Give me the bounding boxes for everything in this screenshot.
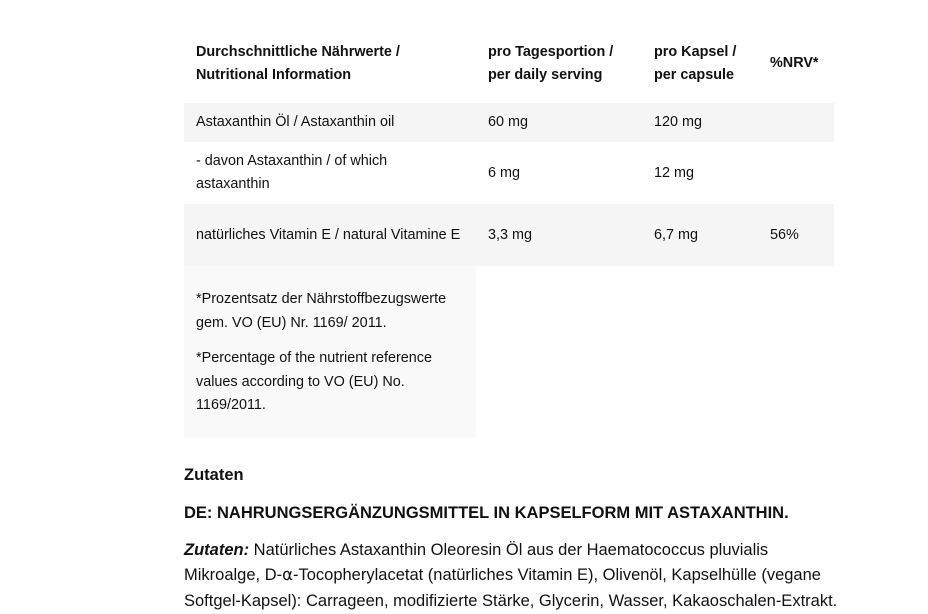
nutrition-table [184, 0, 834, 266]
header-nutritional-information-line-2: Nutritional Information [196, 67, 351, 83]
ingredients-text [184, 538, 844, 614]
daily-serving-cell: 60 mg [476, 103, 642, 142]
ingredients-heading: Zutaten [184, 464, 834, 486]
nrv-cell [758, 103, 834, 142]
ingredients-label: Zutaten: [184, 541, 249, 559]
header-per-daily-serving-line-2: per daily serving [488, 67, 602, 83]
nutrient-name-cell: Astaxanthin Öl / Astaxanthin oil [184, 103, 476, 142]
nrv-cell: 56% [758, 204, 834, 266]
header-per-capsule-line-2: per capsule [654, 67, 734, 83]
daily-serving-cell: 3,3 mg [476, 204, 642, 266]
product-info-section [184, 0, 834, 614]
table-row [184, 103, 834, 142]
ingredients-list: Natürliches Astaxanthin Oleoresin Öl aus der Haematococcus pluvialis Mikroalge, D-⍺-Tocopherylacetat (natürliches Vitamin E), Olivenöl, Kapselhülle (vegane Softgel-Kapsel): Carrageen, modifizierte Stärke, Glycerin, Wasser, Kakaoschalen-Extrakt. [184, 541, 837, 610]
daily-serving-cell: 6 mg [476, 142, 642, 204]
nrv-footnote-de: *Prozentsatz der Nährstoffbezugswerte gem. VO (EU) Nr. 1169/ 2011. [196, 288, 464, 335]
header-per-capsule [642, 0, 758, 103]
nutrient-name-cell: natürliches Vitamin E / natural Vitamine E [184, 204, 476, 266]
nrv-footnote-en: *Percentage of the nutrient reference values according to VO (EU) No. 1169/2011. [196, 347, 464, 418]
header-nrv-label: %NRV* [770, 55, 819, 71]
header-per-daily-serving [476, 0, 642, 103]
nrv-footnote [184, 266, 476, 438]
per-capsule-cell: 6,7 mg [642, 204, 758, 266]
per-capsule-cell: 120 mg [642, 103, 758, 142]
nrv-cell [758, 142, 834, 204]
table-row [184, 204, 834, 266]
header-per-daily-serving-line-1: pro Tagesportion / [488, 44, 613, 60]
nutrition-table-header-row [184, 0, 834, 103]
per-capsule-cell: 12 mg [642, 142, 758, 204]
header-nrv [758, 0, 834, 103]
header-nutritional-information [184, 0, 476, 103]
table-row [184, 142, 834, 204]
product-type-line: DE: NAHRUNGSERGÄNZUNGSMITTEL IN KAPSELFORM MIT ASTAXANTHIN. [184, 502, 834, 524]
header-per-capsule-line-1: pro Kapsel / [654, 44, 736, 60]
header-nutritional-information-line-1: Durchschnittliche Nährwerte / [196, 44, 400, 60]
nutrient-name-cell: - davon Astaxanthin / of which astaxanthin [184, 142, 476, 204]
